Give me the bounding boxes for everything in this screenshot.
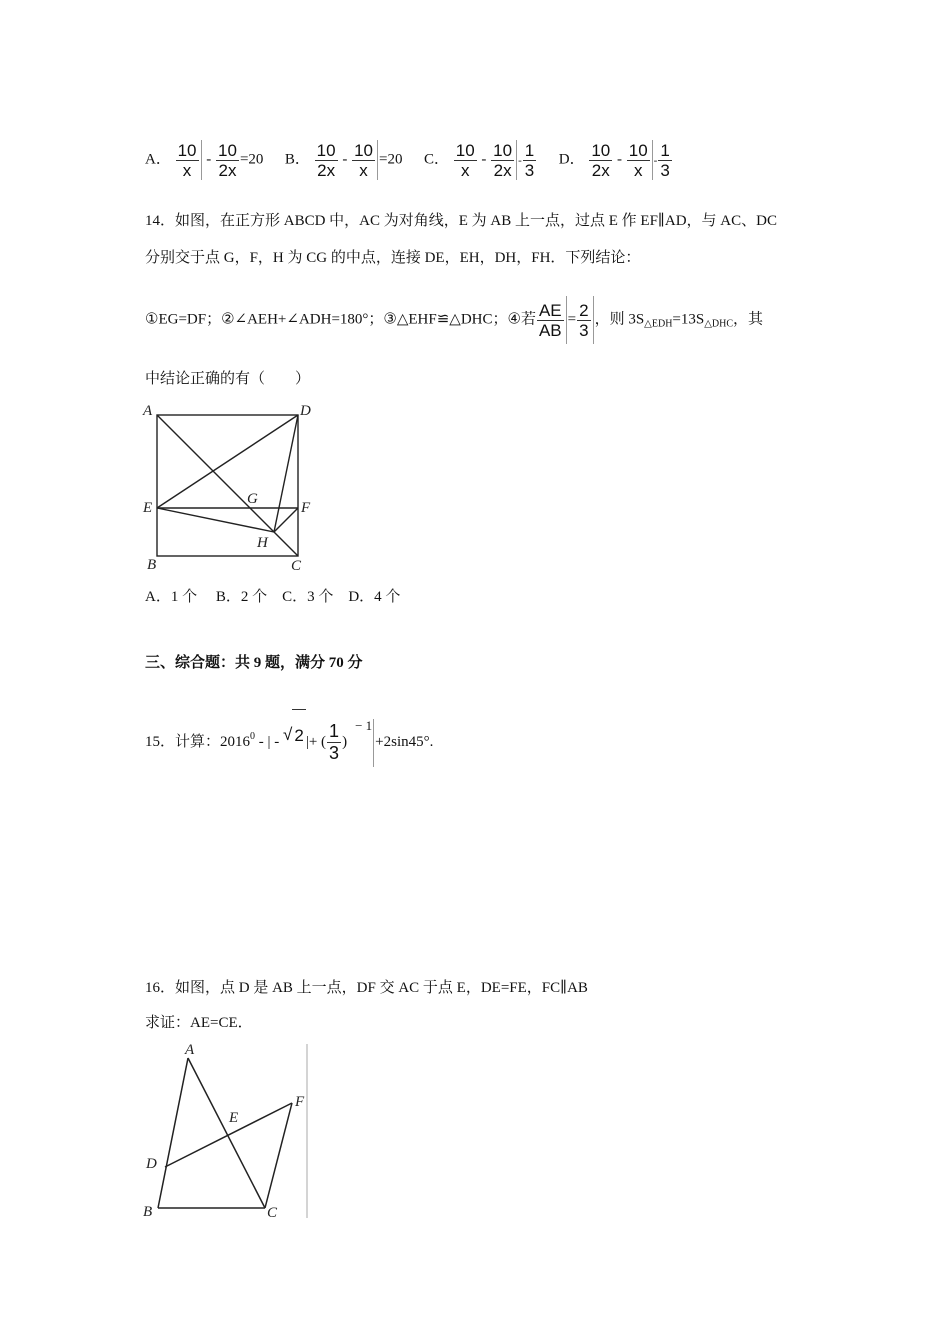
minus-sign: - <box>617 151 622 168</box>
q13-option-a-frac1: $\frac{10}{x}$ <box>177 140 197 180</box>
minus-sign: - <box>206 151 212 168</box>
q14-options: A．1 个 B．2 个 C．3 个 D．4 个 <box>145 589 401 605</box>
q14-conclusions-text: ①EG=DF；②∠AEH+∠ADH=180°；③△EHF≌△DHC；④若 <box>145 311 536 328</box>
q15-text-part: +2sin45°. <box>375 734 434 750</box>
q13-options <box>145 140 673 180</box>
q14-conclusions: ①EG=DF；②∠AEH+∠ADH=180°；③△EHF≌△DHC；④若 $\frac{AE}{AB}$ = $\frac{2}{3}$ ，则 $3S_{\triangle EDH}=13S_{\triangle DHC}$，其 <box>145 296 763 346</box>
label-G: G <box>247 491 258 507</box>
q14-ratio-2-3: $\frac{2}{3}$ <box>579 300 589 340</box>
label-C: C <box>267 1205 278 1221</box>
minus-sign: - <box>342 151 348 168</box>
q13-option-a-label: A． <box>145 151 171 168</box>
q15-prefix: 15．计算：2016 <box>145 734 251 750</box>
q13-option-b-frac1: $\frac{10}{2x}$ <box>316 140 336 180</box>
fraction-divider <box>566 296 567 344</box>
q13-option-b-rhs: =20 <box>379 151 403 168</box>
q13-option-d-frac3: $\frac{1}{3}$ <box>660 140 670 180</box>
label-F: F <box>301 500 311 516</box>
q13-option-c-frac1: $\frac{10}{x}$ <box>455 140 475 180</box>
q14-figure <box>140 398 320 576</box>
label-F: F <box>295 1094 305 1110</box>
fraction-divider <box>516 140 517 180</box>
q15-text-part: |+ ( <box>305 734 327 750</box>
minus-sign: - <box>653 154 658 167</box>
sqrt-2: √ 2 <box>283 709 306 762</box>
minus-sign: - <box>518 154 522 167</box>
label-A: A <box>185 1042 195 1058</box>
q14-text-part: ，则 3S <box>594 311 645 328</box>
label-B: B <box>143 1204 153 1220</box>
q13-option-d-frac1: $\frac{10}{2x}$ <box>591 140 611 180</box>
fraction-divider <box>593 296 594 344</box>
q15-exponent: − 1 <box>355 718 373 733</box>
label-D: D <box>300 403 311 419</box>
fraction-divider <box>377 140 378 180</box>
q13-option-d-frac2: $\frac{10}{x}$ <box>628 140 648 180</box>
q16-figure <box>140 1040 312 1222</box>
fraction-divider <box>652 140 653 180</box>
q14-line4: 中结论正确的有（ ） <box>145 371 311 387</box>
q14-subscript-dhc: △DHC <box>704 318 734 330</box>
q15-exp-zero: 0 <box>250 731 256 742</box>
label-E: E <box>229 1110 239 1126</box>
label-A: A <box>143 403 153 419</box>
label-D: D <box>146 1156 157 1172</box>
q14-subscript-edh: △EDH <box>644 318 673 330</box>
q14-text-part: =13S <box>672 311 705 328</box>
minus-sign: - <box>481 151 487 168</box>
label-E: E <box>143 500 153 516</box>
q13-option-c-frac2: $\frac{10}{2x}$ <box>493 140 513 180</box>
q16-line1: 16．如图，点 D 是 AB 上一点，DF 交 AC 于点 E，DE=FE，FC∥AB <box>145 980 588 996</box>
q13-option-b-frac2: $\frac{10}{x}$ <box>354 140 374 180</box>
fraction-divider <box>373 719 374 767</box>
label-C: C <box>291 558 302 574</box>
fraction-divider <box>201 140 202 180</box>
q13-option-a-frac2: $\frac{10}{2x}$ <box>218 140 237 180</box>
q13-option-c-frac3: $\frac{1}{3}$ <box>524 140 535 180</box>
q13-option-b-label: B． <box>284 151 310 168</box>
q14-text-part: ，其 <box>733 311 764 328</box>
q15-text-part: ) <box>342 734 348 750</box>
q14-line2: 分别交于点 G，F，H 为 CG 的中点，连接 DE，EH，DH，FH．下列结论： <box>145 250 641 266</box>
q14-line1: 14．如图，在正方形 ABCD 中，AC 为对角线，E 为 AB 上一点，过点 E 作 EF∥AD，与 AC、DC <box>145 213 777 229</box>
q14-ratio-ae-ab: $\frac{AE}{AB}$ <box>538 300 562 340</box>
q13-option-c-label: C． <box>423 151 449 168</box>
label-H: H <box>257 535 268 551</box>
q13-option-a-rhs: =20 <box>239 151 264 168</box>
q15-expression <box>145 700 433 768</box>
q13-option-d-label: D． <box>558 151 585 168</box>
q15-text-part: - | - <box>255 734 284 750</box>
q16-line2: 求证：AE=CE． <box>145 1015 253 1031</box>
label-B: B <box>147 557 157 573</box>
section-3-heading: 三、综合题：共 9 题，满分 70 分 <box>145 655 363 671</box>
q15-fraction-one-third: $\frac{1}{3}$ <box>329 721 340 764</box>
